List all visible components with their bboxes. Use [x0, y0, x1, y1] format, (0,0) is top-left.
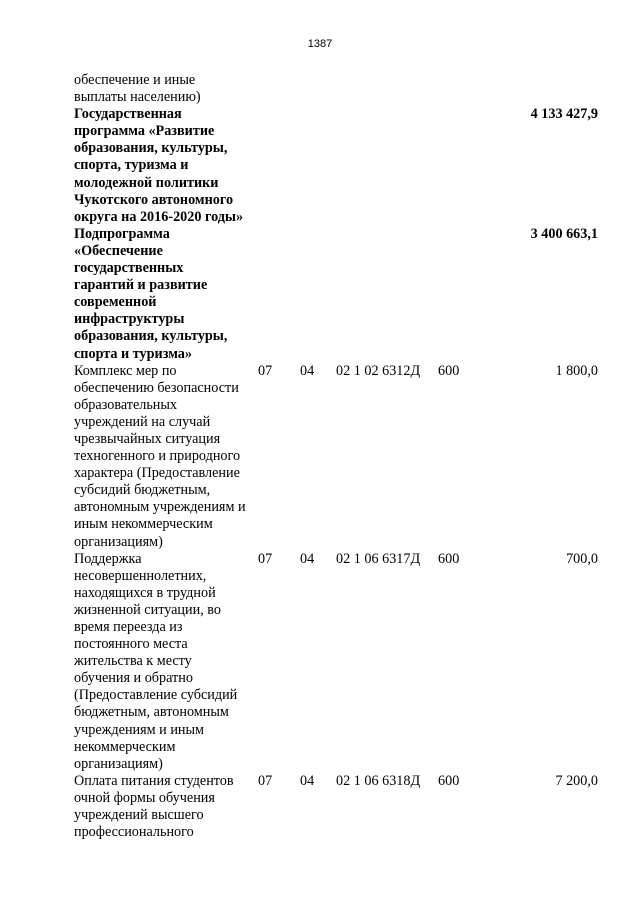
row-subsection: 04	[300, 550, 315, 567]
row-subsection: 04	[300, 772, 315, 789]
row-amount: 7 200,0	[555, 772, 598, 789]
row-name: Оплата питания студентов очной формы обучения учреждений высшего профессионального	[74, 772, 234, 841]
row-target-article: 02 1 06 6318Д	[336, 772, 421, 789]
row-expense-type: 600	[438, 772, 460, 789]
row-target-article: 02 1 02 6312Д	[336, 362, 421, 379]
row-subsection: 04	[300, 362, 315, 379]
row-name: Комплекс мер по обеспечению безопасности образовательных учреждений на случай чрезвычайных ситуация техногенного и природного характера (Предоставление субсидий бюджетным, автономным учреждениям и иным некоммерческим организациям)	[74, 362, 246, 550]
row-amount: 700,0	[566, 550, 598, 567]
row-section: 07	[258, 772, 273, 789]
page-number: 1387	[307, 38, 333, 50]
table-row	[74, 106, 598, 226]
row-expense-type: 600	[438, 550, 460, 567]
row-name: обеспечение и иные выплаты населению)	[74, 72, 201, 106]
row-section: 07	[258, 550, 273, 567]
table-row	[74, 363, 598, 551]
row-target-article: 02 1 06 6317Д	[336, 550, 421, 567]
row-name: Подпрограмма «Обеспечение государственных гарантий и развитие современной инфраструктуры образования, культуры, спорта и туризма»	[74, 225, 228, 362]
row-amount: 3 400 663,1	[530, 225, 598, 242]
row-name: Государственная программа «Развитие образования, культуры, спорта, туризма и молодежной политики Чукотского автономного округа на 2016-2020 годы»	[74, 106, 244, 225]
budget-table	[74, 72, 598, 841]
table-row	[74, 551, 598, 773]
table-row	[74, 773, 598, 841]
row-section: 07	[258, 362, 273, 379]
row-amount: 1 800,0	[555, 362, 598, 379]
table-row	[74, 226, 598, 363]
row-expense-type: 600	[438, 362, 460, 379]
row-amount: 4 133 427,9	[530, 106, 598, 123]
table-row	[74, 72, 598, 106]
row-name: Поддержка несовершеннолетних, находящихся в трудной жизненной ситуации, во время переезда из постоянного места жительства к месту обучения и обратно (Предоставление субсидий бюджетным, автономным учреждениям и иным некоммерческим организациям)	[74, 550, 238, 772]
